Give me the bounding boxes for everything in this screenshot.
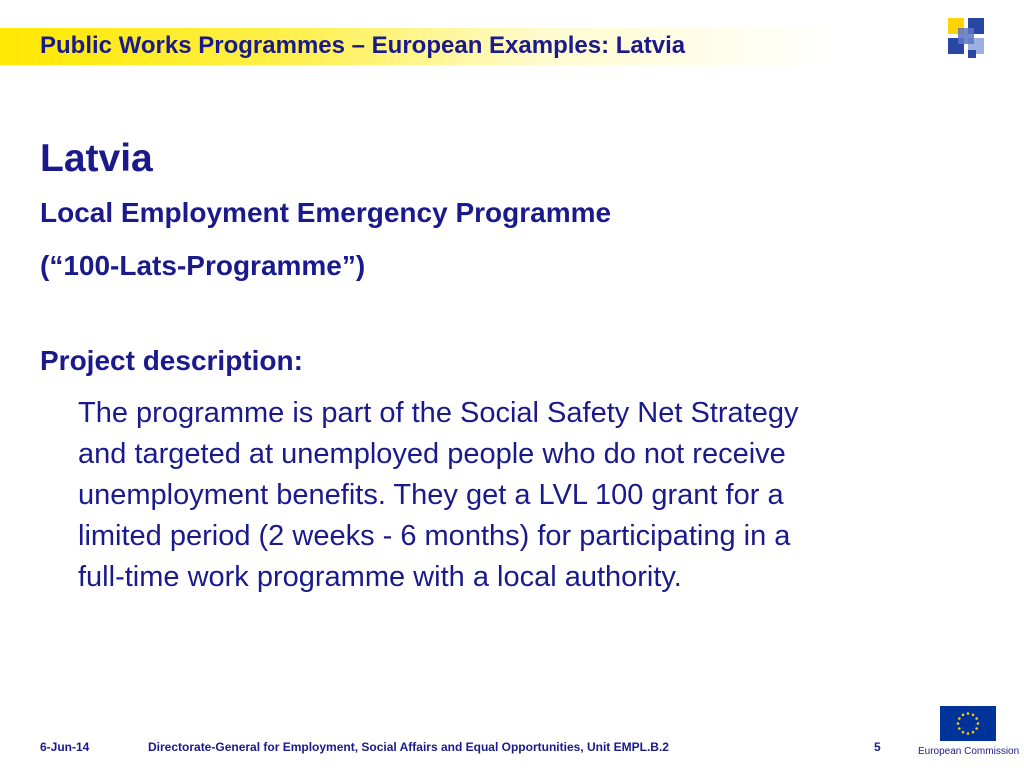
slide-title: Public Works Programmes – European Examples: Latvia (40, 32, 686, 59)
eu-star-icon (958, 727, 961, 730)
eu-star-icon (958, 717, 961, 720)
programme-name: Local Employment Emergency Programme (40, 197, 612, 228)
eu-star-icon (962, 731, 965, 734)
eu-star-icon (972, 731, 975, 734)
description-line: The programme is part of the Social Safety Net Strategy (78, 397, 799, 429)
footer-directorate: Directorate-General for Employment, Social Affairs and Equal Opportunities, Unit EMPL.B.2 (148, 740, 669, 754)
description-line: and targeted at unemployed people who do not receive (78, 438, 786, 470)
eu-star-icon (977, 722, 980, 725)
description-line: limited period (2 weeks - 6 months) for participating in a (78, 520, 791, 552)
page-number: 5 (874, 740, 881, 754)
eu-star-icon (967, 732, 970, 735)
project-description-heading: Project description: (40, 345, 303, 376)
footer-date: 6-Jun-14 (40, 740, 90, 754)
eu-star-icon (962, 714, 965, 717)
description-line: full-time work programme with a local authority. (78, 561, 682, 593)
eu-flag-icon (940, 706, 996, 741)
country-heading: Latvia (40, 137, 153, 180)
eu-star-icon (967, 712, 970, 715)
eu-star-icon (975, 717, 978, 720)
description-line: unemployment benefits. They get a LVL 100 grant for a (78, 479, 784, 511)
european-commission-label: European Commission (918, 746, 1020, 757)
eu-star-icon (957, 722, 960, 725)
eu-star-icon (975, 727, 978, 730)
project-description-text (78, 393, 958, 598)
programme-nickname: (“100-Lats-Programme”) (40, 250, 366, 281)
ec-squares-logo-icon (946, 16, 988, 62)
eu-star-icon (972, 714, 975, 717)
